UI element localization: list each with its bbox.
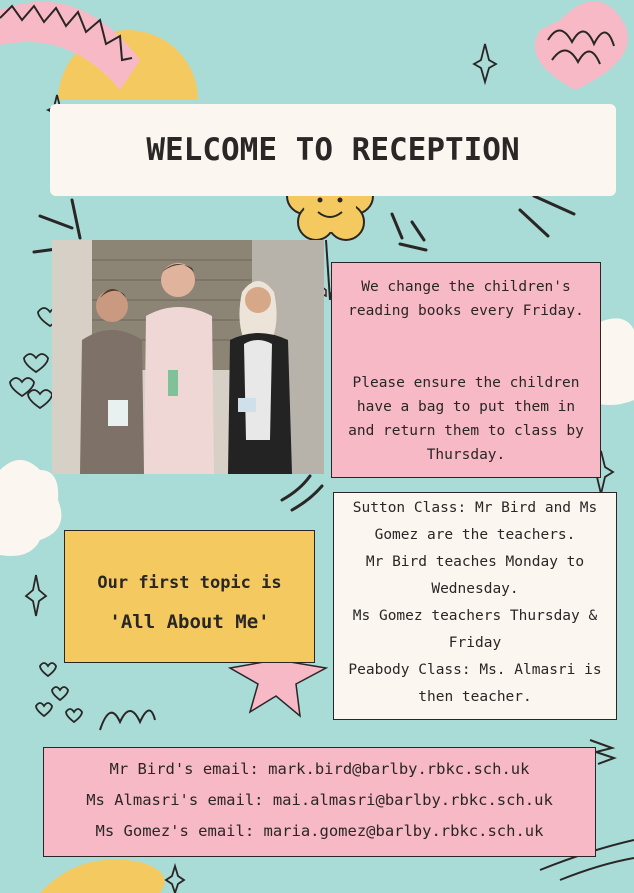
teachers-line: Mr Bird teaches Monday to Wednesday. <box>365 554 585 597</box>
yellow-mound-shape <box>40 859 165 893</box>
teachers-line: Sutton Class: Mr Bird and Ms Gomez are the teachers. <box>352 500 598 543</box>
email-line-bird: Mr Bird's email: mark.bird@barlby.rbkc.sch.uk <box>109 760 530 778</box>
email-line-gomez: Ms Gomez's email: maria.gomez@barlby.rbkc.sch.uk <box>95 822 544 840</box>
reading-books-note <box>331 262 601 478</box>
title-banner <box>50 104 616 196</box>
topic-name: 'All About Me' <box>109 611 270 633</box>
sparkle-icon <box>26 575 46 616</box>
teachers-line: Ms Gomez teachers Thursday & Friday <box>352 608 598 651</box>
email-contacts <box>43 747 596 857</box>
topic-intro: Our first topic is <box>97 573 282 593</box>
email-line-almasri: Ms Almasri's email: mai.almasri@barlby.rbkc.sch.uk <box>86 791 553 809</box>
page-title: WELCOME TO RECEPTION <box>146 132 520 168</box>
reading-note-paragraph-2: Please ensure the children have a bag to put them in and return them to class by Thursday. <box>348 375 584 463</box>
sparkle-icon <box>166 866 184 893</box>
topic-card <box>64 530 315 663</box>
teachers-line: Peabody Class: Ms. Almasri is then teacher. <box>348 662 602 705</box>
loop-scribble <box>100 710 155 730</box>
teachers-info <box>333 492 617 720</box>
staff-photo-illustration <box>52 240 324 474</box>
staff-photo <box>52 240 324 474</box>
swoosh-scribble <box>282 476 322 510</box>
sparkle-icon <box>474 44 496 82</box>
cloud-shape <box>0 460 61 556</box>
reading-note-paragraph-1: We change the children's reading books every Friday. <box>348 279 584 319</box>
